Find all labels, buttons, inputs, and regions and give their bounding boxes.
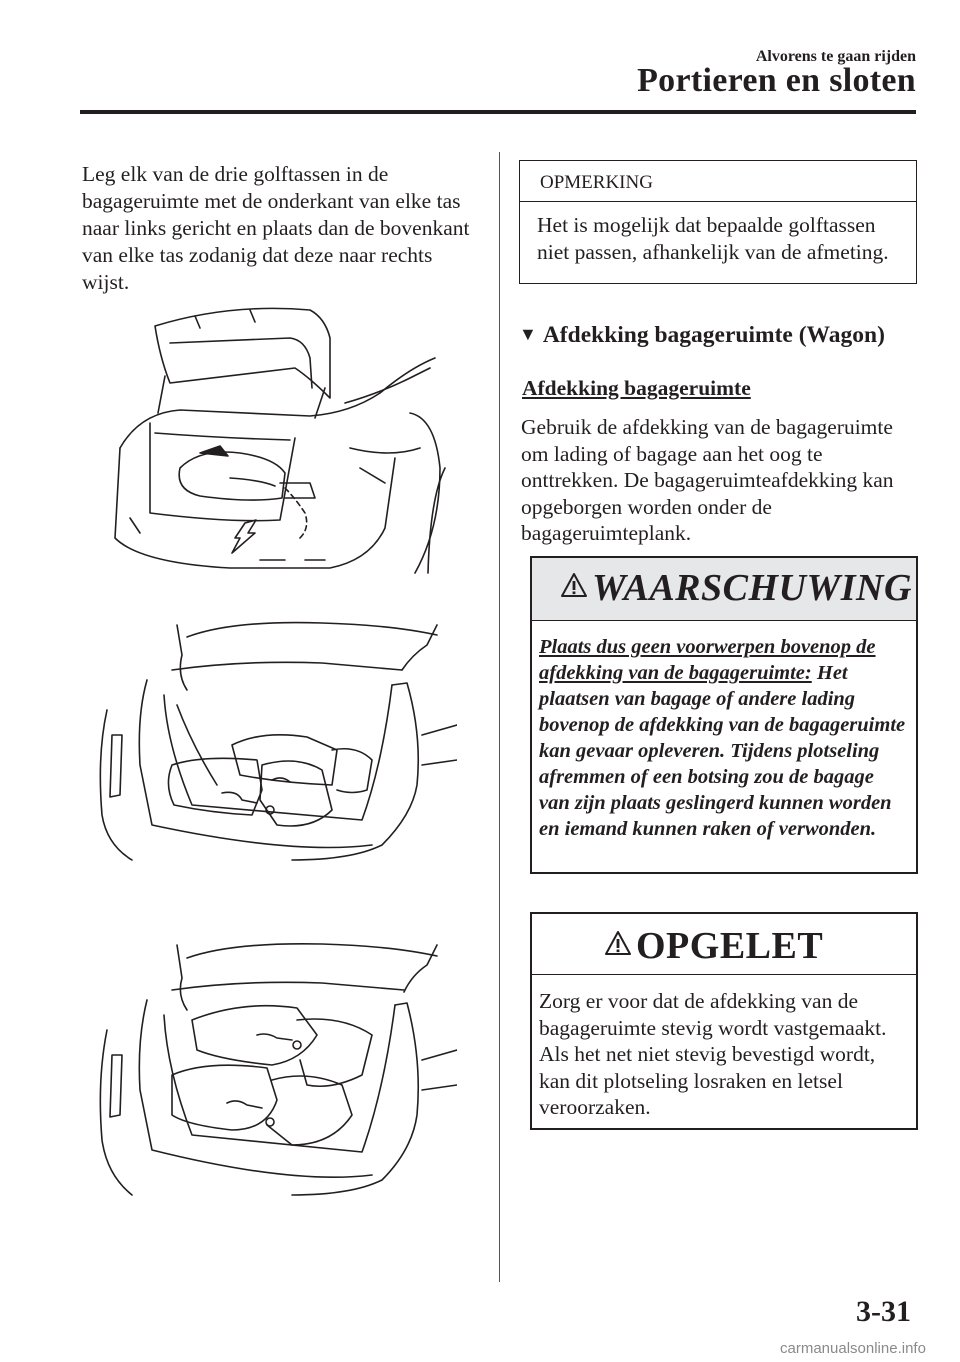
golf-bag-instruction: Leg elk van de drie golftassen in de bagageruimte met de onderkant van elke tas naar links gericht en plaats dan de bovenkant van elke tas zodanig dat deze naar rechts wijst. bbox=[82, 162, 470, 294]
caution-box bbox=[530, 912, 918, 1130]
warning-header bbox=[532, 558, 916, 621]
caution-header bbox=[532, 914, 916, 975]
caution-text: Zorg er voor dat de afdekking van de bagageruimte stevig wordt vastgemaakt. Als het net niet stevig bevestigd wordt, kan dit plotseling losraken en letsel veroorzaken. bbox=[539, 989, 887, 1119]
column-divider bbox=[499, 152, 500, 1282]
figure-trunk-two-bags bbox=[92, 615, 457, 870]
figure-trunk-three-bags bbox=[92, 940, 457, 1210]
header-rule bbox=[80, 110, 916, 114]
warning-text: Het plaatsen van bagage of andere lading bovenop de afdekking van de bagageruimte kan gevaar opleveren. Tijdens plotseling afremmen of een botsing zou de bagage van zijn plaats geslingerd kunnen worden en iemand kunnen raken of verwonden. bbox=[539, 662, 906, 840]
section-heading-text: Afdekking bagageruimte (Wagon) bbox=[542, 322, 885, 348]
warning-triangle-icon bbox=[560, 572, 588, 598]
section-label: Alvorens te gaan rijden bbox=[755, 48, 916, 65]
warning-box bbox=[530, 556, 918, 874]
warning-lead: Plaats dus geen voorwerpen bovenop de afdekking van de bagageruimte: bbox=[539, 636, 876, 684]
note-header bbox=[520, 161, 916, 202]
triangle-down-icon: ▼ bbox=[519, 324, 537, 344]
note-text: Het is mogelijk dat bepaalde golftassen niet passen, afhankelijk van de afmeting. bbox=[537, 213, 889, 264]
chapter-title: Portieren en sloten bbox=[637, 62, 916, 99]
note-title: OPMERKING bbox=[540, 172, 653, 193]
section-heading bbox=[519, 322, 885, 349]
note-box bbox=[519, 160, 917, 284]
subsection-heading: Afdekking bagageruimte bbox=[522, 376, 751, 400]
figure-trunk-first-bag bbox=[110, 298, 450, 583]
page-number: 3-31 bbox=[856, 1295, 911, 1328]
cover-description: Gebruik de afdekking van de bagageruimte om lading of bagage aan het oog te onttrekken. De bagageruimteafdekking kan opgeborgen worden onder de bagageruimteplank. bbox=[521, 415, 894, 545]
warning-title: WAARSCHUWING bbox=[592, 567, 912, 609]
warning-body bbox=[539, 634, 909, 842]
caution-title: OPGELET bbox=[636, 925, 824, 967]
warning-triangle-icon bbox=[604, 930, 632, 956]
footer-watermark-url: carmanualsonline.info bbox=[780, 1340, 926, 1357]
